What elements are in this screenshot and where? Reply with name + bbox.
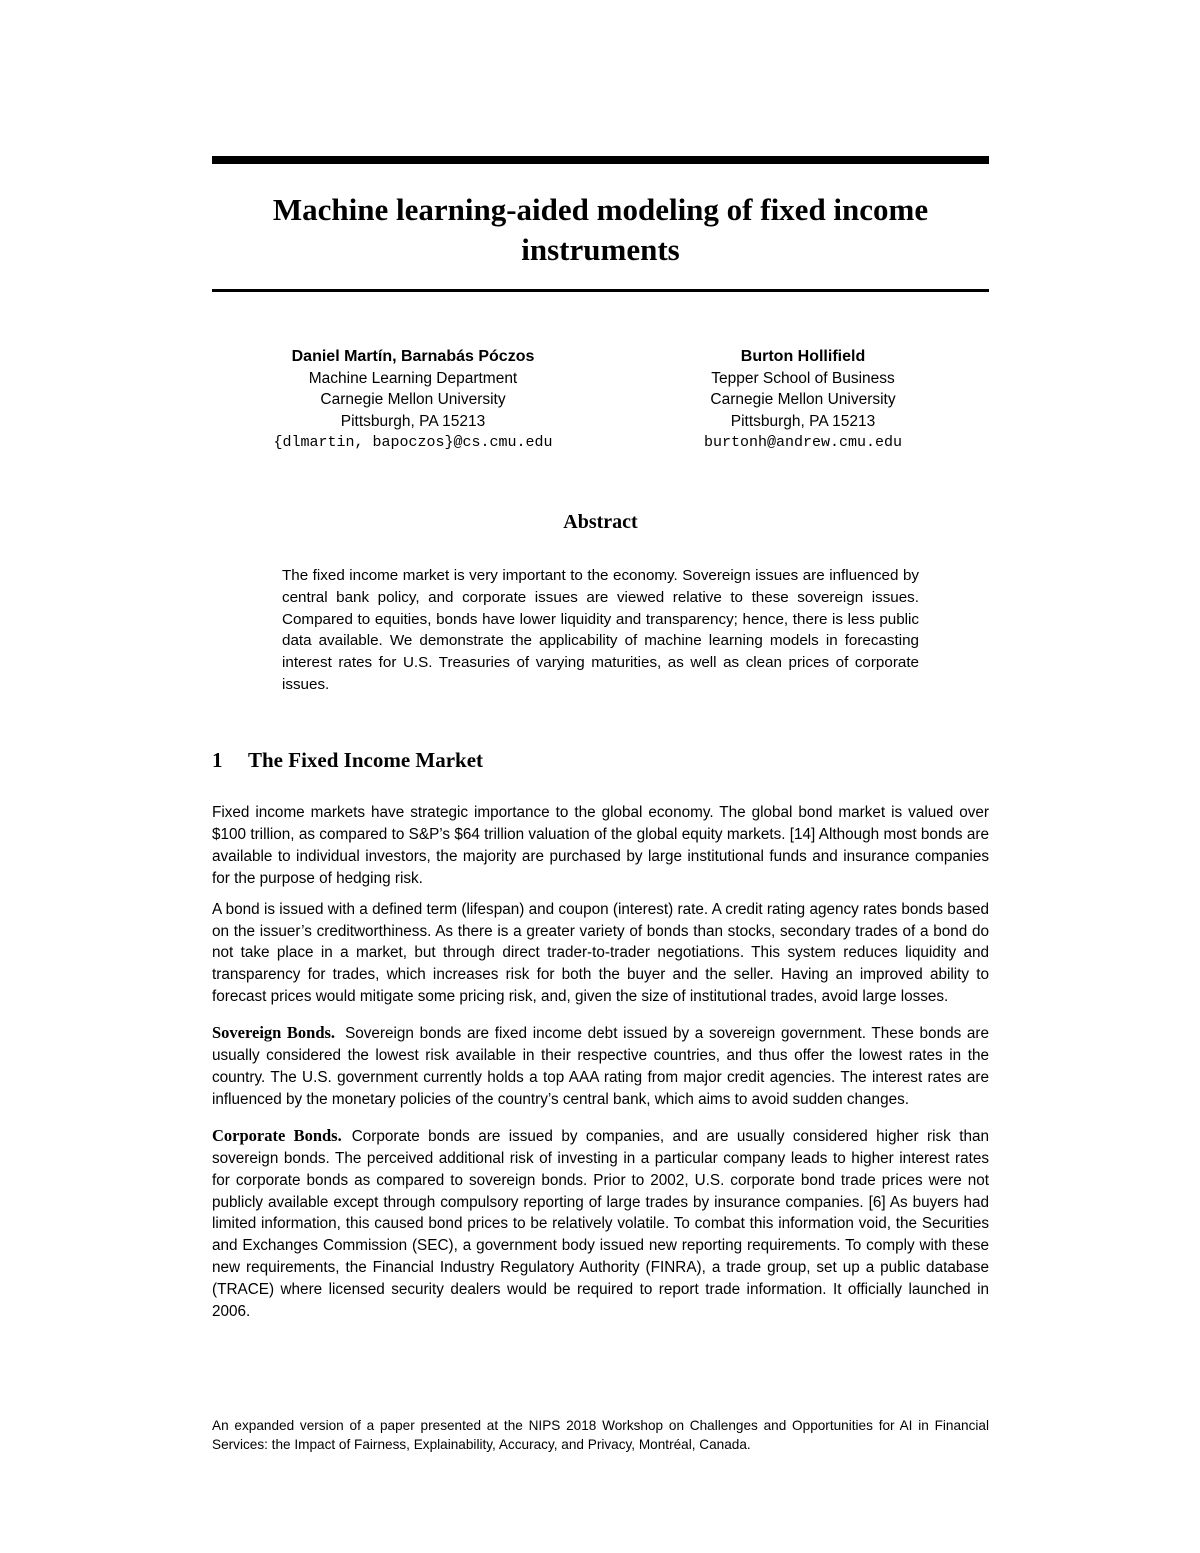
title-top-rule	[212, 156, 989, 164]
author-institution: Carnegie Mellon University	[710, 391, 896, 408]
footnote: An expanded version of a paper presented at the NIPS 2018 Workshop on Challenges and Opportunities for AI in Financial Services: the Impact of Fairness, Explainability, Accuracy, and Privacy, Montréal, Canada.	[212, 1418, 989, 1452]
author-address: Pittsburgh, PA 15213	[730, 412, 876, 430]
body-paragraph: Fixed income markets have strategic importance to the global economy. The global bond market is valued over $100 trillion, as compared to S&P’s $64 trillion valuation of the global equity markets. [14] Although most bonds are available to individual investors, the majority are purchased by large institutional funds and insurance companies for the purpose of hedging risk.	[212, 804, 989, 887]
abstract-text: The fixed income market is very important to the economy. Sovereign issues are influenced by central bank policy, and corporate issues are viewed relative to these sovereign issues. Compared to equities, bonds have lower liquidity and transparency; hence, there is less public data available. We demonstrate the applicability of machine learning models in forecasting interest rates for U.S. Treasuries of varying maturities, as well as clean prices of corporate issues.	[282, 567, 919, 693]
author-block-1	[238, 346, 588, 454]
author-names: Daniel Martín, Barnabás Póczos	[291, 348, 535, 365]
abstract-heading: Abstract	[563, 511, 638, 533]
author-email: {dlmartin, bapoczos}@cs.cmu.edu	[273, 434, 553, 451]
paragraph-text: Corporate bonds are issued by companies, and are usually considered higher risk than sovereign bonds. The perceived additional risk of investing in a particular company leads to higher interest rates for corporate bonds as compared to sovereign bonds. Prior to 2002, U.S. corporate bond trade prices were not publicly available except through compulsory reporting of large trades by insurance companies. [6] As buyers had limited information, this caused bond prices to be relatively volatile. To combat this information void, the Securities and Exchanges Commission (SEC), a government body issued new reporting requirements. To comply with these new requirements, the Financial Industry Regulatory Authority (FINRA), a trade group, set up a public database (TRACE) where licensed security dealers would be required to report trade information. It officially launched in 2006.	[212, 1127, 989, 1321]
author-department: Machine Learning Department	[308, 369, 518, 387]
paper-title: Machine learning-aided modeling of fixed income instruments	[272, 192, 929, 267]
paragraph-runin-heading: Corporate Bonds.	[212, 1125, 342, 1145]
corporate-bonds-paragraph	[212, 1125, 989, 1323]
body-paragraph: A bond is issued with a defined term (lifespan) and coupon (interest) rate. A credit rating agency rates bonds based on the issuer’s creditworthiness. As there is a greater variety of bonds than stocks, secondary trades of a bond do not take place in a market, but through direct trader-to-trader negotiations. This system reduces liquidity and transparency for trades, which increases risk for both the buyer and the seller. Having an improved ability to forecast prices would mitigate some pricing risk, and, given the size of institutional trades, avoid large losses.	[212, 900, 989, 1006]
section-heading	[212, 746, 483, 774]
author-block-2	[648, 346, 958, 454]
sovereign-bonds-paragraph	[212, 1022, 989, 1111]
author-email: burtonh@andrew.cmu.edu	[703, 434, 903, 451]
author-institution: Carnegie Mellon University	[320, 391, 506, 408]
paragraph-text: Sovereign bonds are fixed income debt issued by a sovereign government. These bonds are usually considered the lowest risk available in their respective countries, and thus offer the lowest rates in the country. The U.S. government currently holds a top AAA rating from major credit agencies. The interest rates are influenced by the monetary policies of the country’s central bank, which aims to avoid sudden changes.	[212, 1025, 990, 1108]
author-address: Pittsburgh, PA 15213	[340, 412, 486, 430]
paragraph-runin-heading: Sovereign Bonds.	[212, 1023, 336, 1043]
section-number: 1	[212, 748, 223, 772]
section-body	[212, 802, 989, 1332]
author-department: Tepper School of Business	[711, 369, 895, 387]
section-title: The Fixed Income Market	[248, 748, 484, 772]
author-names: Burton Hollifield	[740, 348, 866, 365]
title-bottom-rule	[212, 289, 989, 292]
